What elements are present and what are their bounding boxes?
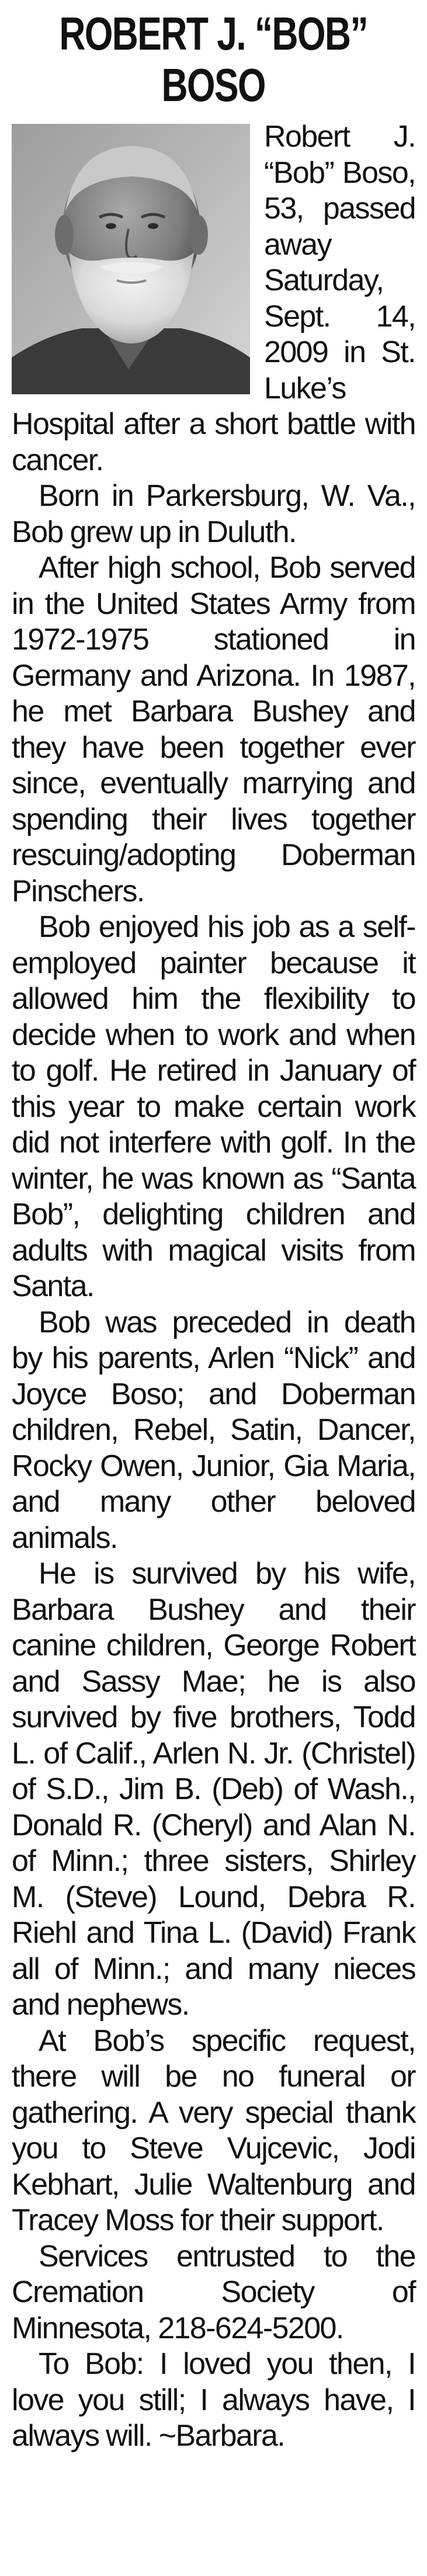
portrait-photo (12, 124, 250, 394)
paragraph-army-and-marriage: After high school, Bob served in the United States Army from 1972-1975 stationed in Germany and Arizona. In 1987, he met Barbara Bushey and they have been together ever since, eventually marrying and spending their lives together rescuing/adopting Doberman Pinschers. (12, 551, 415, 908)
paragraph-intro: Robert J. “Bob” Boso, 53, passed away Saturday, Sept. 14, 2009 in St. Luke’s Hospital after a short battle with cancer. (12, 120, 415, 477)
paragraph-birth: Born in Parkersburg, W. Va., Bob grew up in Duluth. (12, 479, 415, 549)
paragraph-survived-by: He is survived by his wife, Barbara Bushey and their canine children, George Robert and Sassy Mae; he is also survived by five brothers, Todd L. of Calif., Arlen N. Jr. (Christel) of S.D., Jim B. (Deb) of Wash., Donald R. (Cheryl) and Alan N. of Minn.; three sisters, Shirley M. (Steve) Lound, Debra R. Riehl and Tina L. (David) Frank all of Minn.; and many nieces and nephews. (12, 1557, 415, 2022)
paragraph-closing-note: To Bob: I loved you then, I love you still; I always have, I always will. ~Barbara. (12, 2347, 415, 2453)
paragraph-services: Services entrusted to the Cremation Society of Minnesota, 218-624-5200. (12, 2239, 415, 2345)
paragraph-arrangements: At Bob’s specific request, there will be no funeral or gathering. A very special thank you to Steve Vujcevic, Jodi Kebhart, Julie Waltenburg and Tracey Moss for their support. (12, 2023, 415, 2237)
headline-line-2: BOSO (161, 59, 266, 111)
obituary-body (12, 119, 415, 2455)
headline-line-1: ROBERT J. “BOB” (59, 8, 368, 60)
paragraph-preceded-by: Bob was preceded in death by his parents, Arlen “Nick” and Joyce Boso; and Doberman children, Rebel, Satin, Dancer, Rocky Owen, Junior, Gia Maria, and many other beloved animals. (12, 1305, 415, 1555)
paragraph-career: Bob enjoyed his job as a self-employed painter because it allowed him the flexibility to decide when to work and when to golf. He retired in January of this year to make certain work did not interfere with golf. In the winter, he was known as “Santa Bob”, delighting children and adults with magical visits from Santa. (12, 910, 415, 1303)
obituary-headline (12, 8, 415, 111)
